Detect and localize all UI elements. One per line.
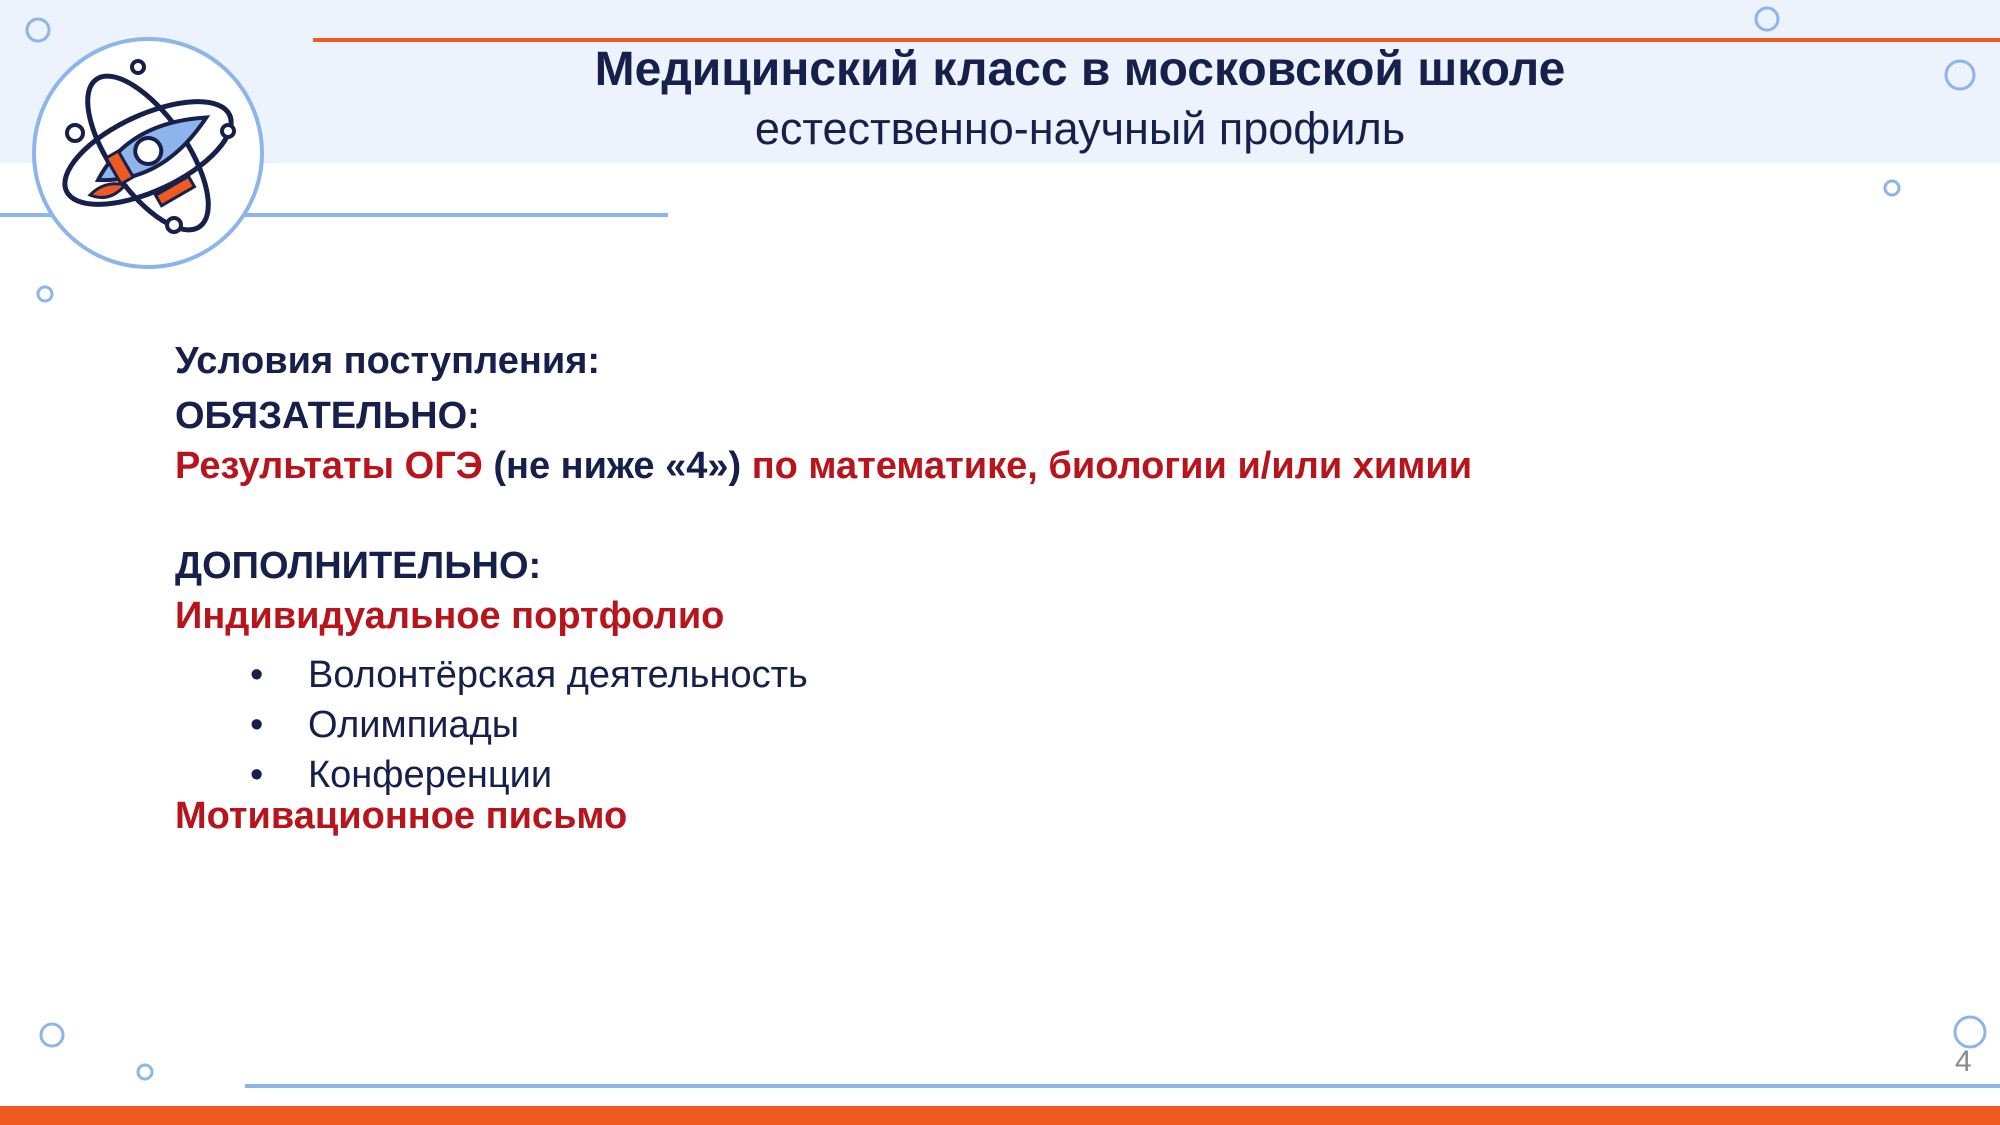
deco-circle-icon	[1946, 61, 1974, 89]
portfolio-label: Индивидуальное портфолио	[175, 595, 725, 637]
bullet-icon: •	[250, 654, 264, 696]
deco-circle-icon	[38, 287, 52, 301]
required-grade-text: (не ниже «4»)	[482, 445, 752, 487]
list-item-text: Олимпиады	[308, 704, 520, 746]
required-exam-text: Результаты ОГЭ	[175, 445, 483, 487]
rocket-atom-logo-icon	[30, 35, 266, 271]
admission-heading: Условия поступления:	[175, 340, 601, 382]
required-line	[175, 445, 1472, 488]
slide-header	[380, 40, 1780, 158]
bullet-icon: •	[250, 754, 264, 796]
deco-circle-icon	[1955, 1017, 1985, 1047]
bottom-orange-bar	[0, 1106, 2000, 1125]
deco-circle-icon	[1756, 8, 1778, 30]
motivation-letter-label: Мотивационное письмо	[175, 795, 628, 837]
list-item-text: Волонтёрская деятельность	[308, 654, 808, 696]
additional-label: ДОПОЛНИТЕЛЬНО:	[175, 545, 542, 587]
slide-title: Медицинский класс в московской школе	[594, 43, 1566, 96]
deco-circle-icon	[1885, 181, 1899, 195]
deco-circle-icon	[41, 1024, 63, 1046]
slide-subtitle: естественно-научный профиль	[754, 103, 1406, 154]
required-subjects-text: по математике, биологии и/или химии	[751, 445, 1473, 487]
required-label: ОБЯЗАТЕЛЬНО:	[175, 395, 480, 437]
page-number: 4	[1955, 1045, 1972, 1078]
bullet-icon: •	[250, 704, 264, 746]
list-item-text: Конференции	[308, 754, 553, 796]
deco-circle-icon	[138, 1065, 152, 1079]
